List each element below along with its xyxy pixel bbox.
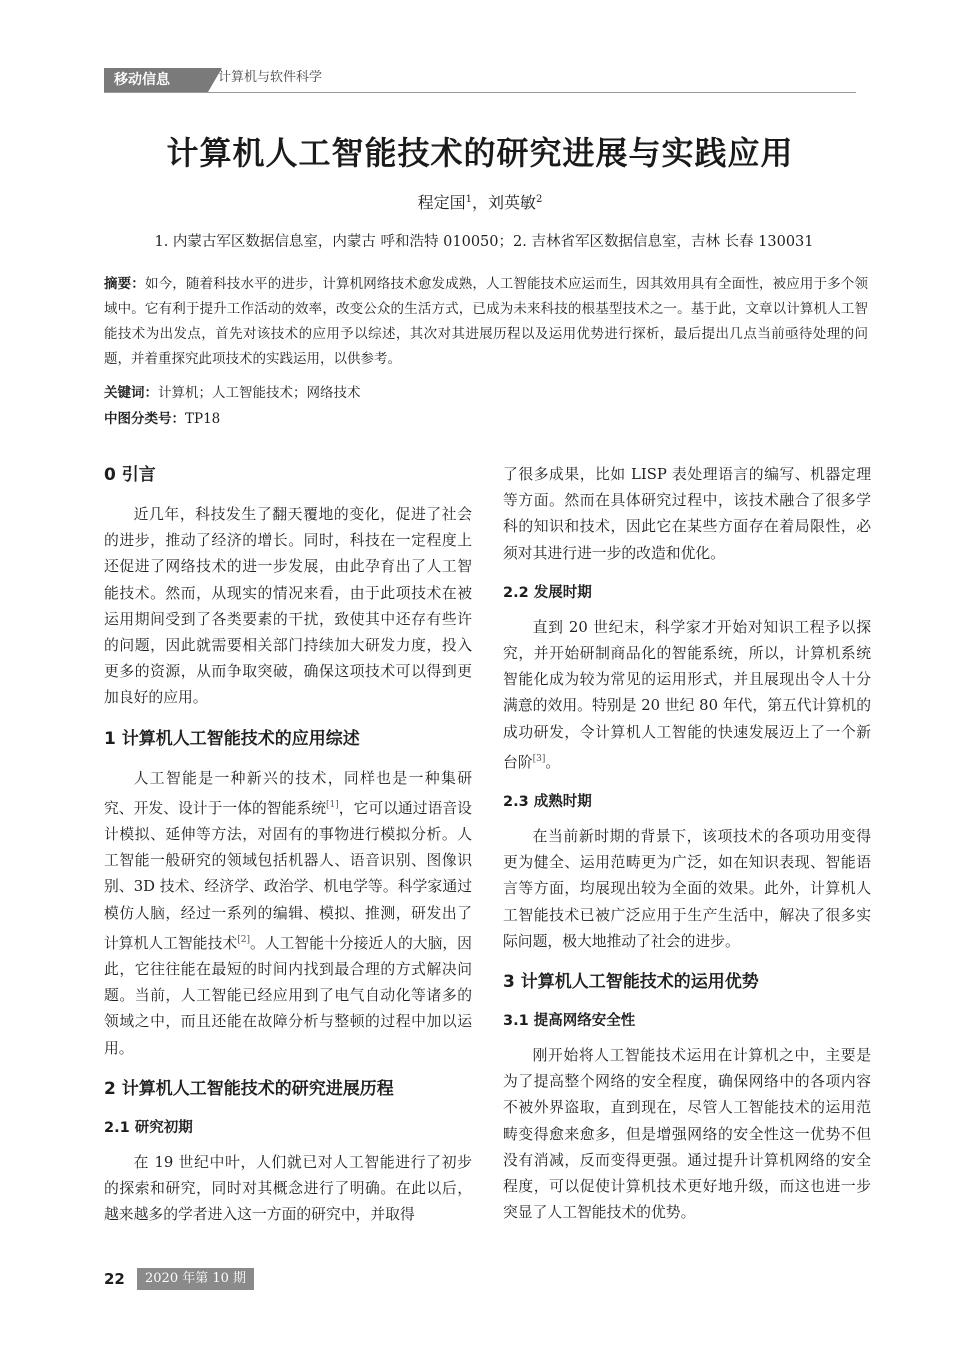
abstract [104,272,868,372]
citation-ref[interactable]: [2] [237,934,250,945]
paragraph-section-3-1: 刚开始将人工智能技术运用在计算机之中，主要是为了提高整个网络的安全程度，确保网络中的各项内容不被外界盗取，直到现在，尽管人工智能技术的运用范畴变得愈来愈多，但是增强网络的安全性这一优势不但没有消减，反而变得更强。通过提升计算机网络的安全程度，可以促使计算机技术更好地升级，而这也进一步突显了人工智能技术的优势。 [503,1047,871,1222]
classification [104,408,220,430]
heading-introduction: 0 引言 [104,465,156,485]
author-separator: ， [471,193,488,212]
article-title: 计算机人工智能技术的研究进展与实践应用 [166,134,794,172]
classification-label: 中图分类号： [104,411,185,427]
author-2: 刘英敏 [488,193,537,212]
column-tag: 移动信息 [104,68,208,92]
paragraph-text: ，它可以通过语音设计模拟、延伸等方法，对固有的事物进行模拟分析。人工智能一般研究的领域包括机器人、语音识别、图像识别、3D 技术、经济学、政治学、机电学等。科学家通过模仿人脑，经过一系列的编辑、模拟、推测，研发出了计算机人工智能技术 [104,799,472,952]
author-2-affil: 2 [536,194,543,205]
heading-section-3-1: 3.1 提高网络安全性 [503,1013,636,1030]
abstract-text: 如今，随着科技水平的进步，计算机网络技术愈发成熟，人工智能技术应运而生，因其效用具有全面性，被应用于多个领域中。它有利于提升工作活动的效率，改变公众的生活方式，已成为未来科技的根基型技术之一。基于此，文章以计算机人工智能技术为出发点，首先对该技术的应用予以综述，其次对其进展历程以及运用优势进行探析，最后提出几点当前亟待处理的问题，并着重探究此项技术的实践运用，以供参考。 [104,276,868,367]
section-name: 计算机与软件科学 [218,70,323,85]
keywords-text: 计算机；人工智能技术；网络技术 [158,385,361,401]
paragraph-text: 。人工智能十分接近人的大脑，因此，它往往能在最短的时间内找到最合理的方式解决问题。当前，人工智能已经应用到了电气自动化等诸多的领域之中，而且还能在故障分析与整顿的过程中加以运用。 [104,934,472,1057]
paragraph-text: 直到 20 世纪末，科学家才开始对知识工程予以探究，并开始研制商品化的智能系统，所以，计算机系统智能化成为较为常见的运用形式，并且展现出令人十分满意的效用。特别是 20 世纪 80 年代，第五代计算机的成功研发，令计算机人工智能的快速发展迈上了一个新台阶 [503,618,871,771]
keywords-label: 关键词： [104,385,158,401]
issue-label: 2020 年第 10 期 [137,1268,254,1290]
left-column [104,462,472,1242]
heading-section-2: 2 计算机人工智能技术的研究进展历程 [104,1078,394,1099]
paragraph-section-2-1-cont: 了很多成果，比如 LISP 表处理语言的编写、机器定理等方面。然而在具体研究过程中，该技术融合了很多学科的知识和技术，因此它在某些方面存在着局限性，必须对其进行进一步的改造和优化。 [503,466,871,562]
page-number: 22 [104,1270,125,1288]
heading-section-3: 3 计算机人工智能技术的运用优势 [503,972,759,993]
abstract-label: 摘要： [104,276,145,292]
keywords [104,382,361,404]
heading-section-2-1: 2.1 研究初期 [104,1119,193,1136]
citation-ref[interactable]: [1] [326,799,339,810]
heading-section-2-2: 2.2 发展时期 [503,584,592,601]
paragraph-text: 。 [545,753,561,771]
author-1-affil: 1 [465,194,472,205]
header-rule [104,92,856,93]
affiliation: 1. 内蒙古军区数据信息室，内蒙古 呼和浩特 010050；2. 吉林省军区数据信息室，吉林 长春 130031 [154,234,814,250]
paragraph-section-2-3: 在当前新时期的背景下，该项技术的各项功用变得更为健全、运用范畴更为广泛，如在知识表现、智能语言等方面，均展现出较为全面的效果。此外，计算机人工智能技术已被广泛应用于生产生活中，解决了很多实际问题，极大地推动了社会的进步。 [503,828,871,950]
paragraph-introduction: 近几年，科技发生了翻天覆地的变化，促进了社会的进步，推动了经济的增长。同时，科技在一定程度上还促进了网络技术的进一步发展，由此孕育出了人工智能技术。然而，从现实的情况来看，由于此项技术在被运用期间受到了各类要素的干扰，致使其中还存有些许的问题，因此就需要相关部门持续加大研发力度，投入更多的资源，从而争取突破，确保这项技术可以得到更加良好的应用。 [104,506,472,707]
author-line [0,190,960,213]
heading-section-2-3: 2.3 成熟时期 [503,794,592,811]
paragraph-section-2-2 [503,615,871,776]
paragraph-section-1 [104,766,472,1062]
author-1: 程定国 [417,193,466,212]
classification-code: TP18 [185,411,221,427]
paragraph-section-2-1: 在 19 世纪中叶，人们就已对人工智能进行了初步的探索和研究，同时对其概念进行了明确。在此以后，越来越多的学者进入这一方面的研究中，并取得 [104,1153,472,1224]
right-column [503,462,871,1240]
heading-section-1: 1 计算机人工智能技术的应用综述 [104,728,360,749]
citation-ref[interactable]: [3] [532,753,546,764]
paragraph-text: 人工智能是一种新兴的技术，同样也是一种集研究、开发、设计于一体的智能系统 [104,769,472,817]
